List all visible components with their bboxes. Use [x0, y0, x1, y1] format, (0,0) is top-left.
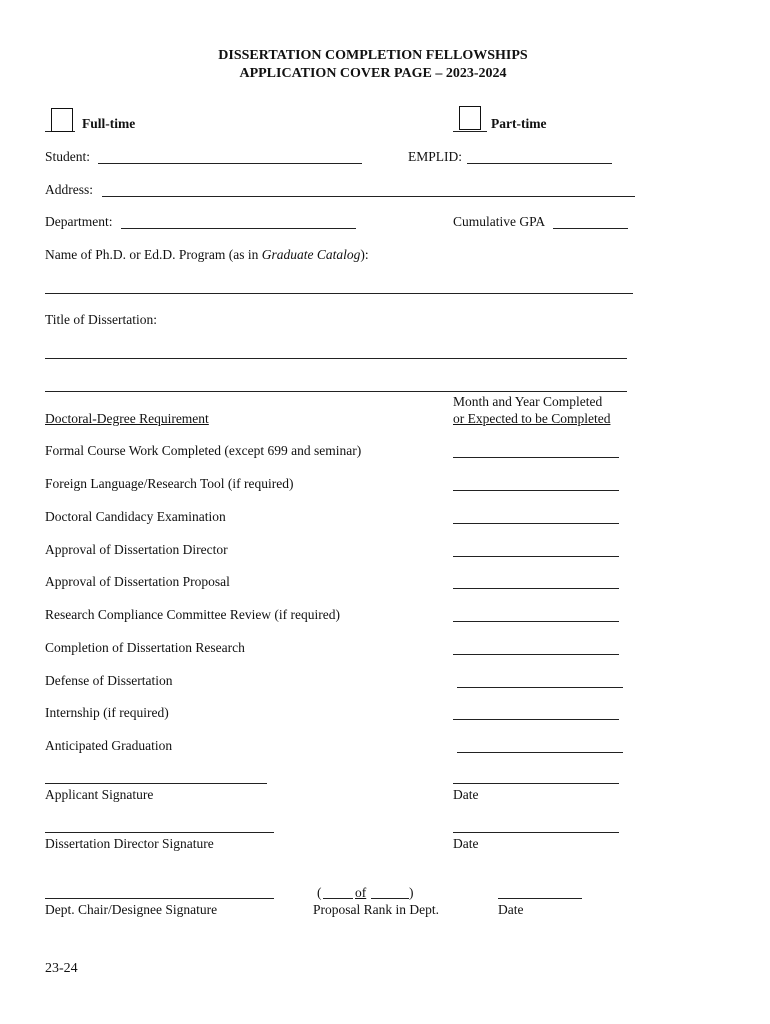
gpa-input-line[interactable] — [553, 228, 628, 229]
rank-close-paren: ) — [409, 885, 414, 900]
applicant-date-line[interactable] — [453, 783, 619, 784]
dissertation-title-line-1[interactable] — [45, 358, 627, 359]
dissertation-title-label: Title of Dissertation: — [45, 312, 158, 327]
requirement-item-proposal-approval: Approval of Dissertation Proposal — [45, 574, 230, 589]
program-label — [45, 247, 369, 263]
requirement-item-language: Foreign Language/Research Tool (if required) — [45, 476, 294, 491]
program-label-prefix: Name of Ph.D. or Ed.D. Program (as in — [45, 247, 262, 262]
requirement-item-director-approval: Approval of Dissertation Director — [45, 542, 228, 557]
rank-of-label: of — [355, 885, 367, 900]
student-label: Student: — [45, 149, 91, 164]
requirement-item-coursework: Formal Course Work Completed (except 699 and seminar) — [45, 443, 362, 458]
footer-code: 23-24 — [45, 961, 78, 976]
requirement-date-line-defense[interactable] — [457, 687, 623, 688]
requirement-item-compliance-review: Research Compliance Committee Review (if required) — [45, 607, 341, 622]
program-label-suffix: ): — [360, 247, 369, 262]
requirement-column-header: Doctoral-Degree Requirement — [45, 411, 209, 426]
emplid-label: EMPLID: — [408, 149, 462, 164]
program-input-line[interactable] — [45, 293, 633, 294]
rank-label: Proposal Rank in Dept. — [313, 902, 439, 917]
address-input-line[interactable] — [102, 196, 635, 197]
rank-input-line[interactable] — [323, 898, 353, 899]
date-column-header-line-2: or Expected to be Completed — [453, 411, 611, 426]
director-date-line[interactable] — [453, 832, 619, 833]
requirement-item-graduation: Anticipated Graduation — [45, 738, 173, 753]
requirement-item-defense: Defense of Dissertation — [45, 673, 173, 688]
requirement-date-line-director-approval[interactable] — [453, 556, 619, 557]
parttime-underline — [453, 131, 487, 132]
emplid-input-line[interactable] — [467, 163, 612, 164]
requirement-date-line-candidacy[interactable] — [453, 523, 619, 524]
director-date-label: Date — [453, 836, 479, 851]
rank-open-paren: ( — [317, 885, 322, 900]
requirement-date-line-proposal-approval[interactable] — [453, 588, 619, 589]
requirement-item-internship: Internship (if required) — [45, 705, 169, 720]
fulltime-checkbox[interactable] — [51, 108, 73, 132]
director-signature-label: Dissertation Director Signature — [45, 836, 214, 851]
program-label-catalog: Graduate Catalog — [261, 247, 361, 262]
department-label: Department: — [45, 214, 113, 229]
date-column-header-line-1: Month and Year Completed — [453, 394, 603, 409]
applicant-date-label: Date — [453, 787, 479, 802]
chair-signature-label: Dept. Chair/Designee Signature — [45, 902, 218, 917]
requirement-date-line-language[interactable] — [453, 490, 619, 491]
requirement-date-line-graduation[interactable] — [457, 752, 623, 753]
chair-date-label: Date — [498, 902, 524, 917]
rank-total-input-line[interactable] — [371, 898, 409, 899]
form-title-line-2: APPLICATION COVER PAGE – 2023-2024 — [239, 66, 507, 81]
requirement-date-line-research-completion[interactable] — [453, 654, 619, 655]
applicant-signature-line[interactable] — [45, 783, 267, 784]
address-label: Address: — [45, 182, 93, 197]
requirement-item-candidacy: Doctoral Candidacy Examination — [45, 509, 226, 524]
requirement-date-line-internship[interactable] — [453, 719, 619, 720]
fulltime-label: Full-time — [82, 116, 136, 131]
dissertation-title-line-2[interactable] — [45, 391, 627, 392]
director-signature-line[interactable] — [45, 832, 274, 833]
department-input-line[interactable] — [121, 228, 356, 229]
gpa-label: Cumulative GPA — [453, 214, 546, 229]
requirement-date-line-compliance-review[interactable] — [453, 621, 619, 622]
parttime-checkbox[interactable] — [459, 106, 481, 130]
requirement-item-research-completion: Completion of Dissertation Research — [45, 640, 245, 655]
chair-signature-line[interactable] — [45, 898, 274, 899]
requirement-date-line-coursework[interactable] — [453, 457, 619, 458]
form-title-line-1: DISSERTATION COMPLETION FELLOWSHIPS — [218, 48, 528, 63]
chair-date-line[interactable] — [498, 898, 582, 899]
applicant-signature-label: Applicant Signature — [45, 787, 154, 802]
parttime-label: Part-time — [491, 116, 547, 131]
student-input-line[interactable] — [98, 163, 362, 164]
